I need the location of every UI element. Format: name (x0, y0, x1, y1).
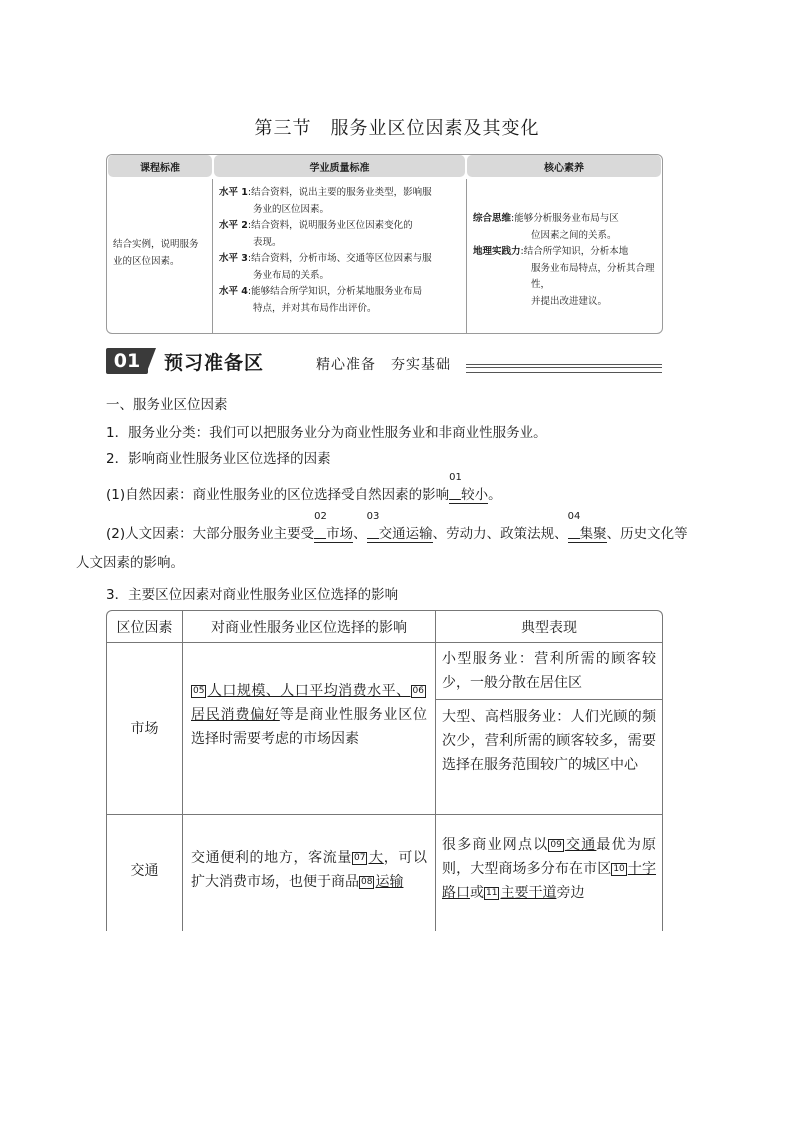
location-factors-table (106, 610, 663, 931)
item-3: 3．主要区位因素对商业性服务业区位选择的影响 (106, 587, 399, 603)
header-core-literacy: 核心素养 (467, 155, 661, 177)
market-influence: 05 人口规模、人口平均消费水平、 06居民消费偏好等是商业性服务业区位选择时需要考虑的市场因素 (191, 683, 428, 747)
literacy-synthesis: 综合思维:能够分析服务业布局与区 位因素之间的关系。 (473, 213, 619, 241)
section-heading: 一、服务业区位因素 (106, 397, 228, 413)
banner-lines (466, 364, 662, 373)
header-course-standard: 课程标准 (108, 155, 212, 177)
market-small-service: 小型服务业：营利所需的顾客较少，一般分散在居住区 (442, 651, 656, 691)
quality-level-3: 水平 3:结合资料，分析市场、交通等区位因素与服 务业布局的关系。 (219, 253, 432, 281)
market-large-service: 大型、高档服务业：人们光顾的频次少，营利所需的顾客较多，需要选择在服务范围较广的城区中心 (442, 709, 656, 773)
banner-slash-decoration (146, 348, 156, 374)
core-literacy (473, 211, 659, 333)
quality-level-4: 水平 4:能够结合所学知识，分析某地服务业布局 特点，并对其布局作出评价。 (219, 286, 423, 314)
human-factor-cont: 人文因素的影响。 (76, 555, 184, 571)
answer-02: 02 市场 (314, 511, 354, 542)
transport-performance: 很多商业网点以 09 交通最优为原则，大型商场多分布在市区 10 十字路口或 11 主要干道旁边 (442, 837, 657, 901)
answer-03: 03 交通运输 (366, 511, 433, 542)
page-title: 第三节 服务业区位因素及其变化 (254, 118, 540, 139)
human-factor: (2)人文因素：大部分服务业主要受 02 市场、 03 交通运输、劳动力、政策法规、 04 集聚、历史文化等 (106, 511, 688, 542)
factor-transport: 交通 (130, 863, 159, 879)
banner-title: 预习准备区 (164, 352, 265, 374)
answer-04: 04 集聚 (567, 511, 607, 542)
banner-subtitle: 精心准备 夯实基础 (316, 357, 451, 373)
col-header-influence: 对商业性服务业区位选择的影响 (211, 619, 407, 636)
factor-market: 市场 (130, 721, 159, 737)
quality-levels (219, 185, 463, 333)
section-banner (106, 346, 662, 380)
item-1: 1．服务业分类：我们可以把服务业分为商业性服务业和非商业性服务业。 (106, 425, 547, 441)
item-2: 2．影响商业性服务业区位选择的因素 (106, 451, 331, 467)
natural-factor: (1)自然因素：商业性服务业的区位选择受自然因素的影响 01 较小。 (106, 472, 502, 503)
course-standard-text: 结合实例，说明服务 业的区位因素。 (113, 239, 199, 267)
quality-level-1: 水平 1:结合资料，说出主要的服务业类型，影响服 务业的区位因素。 (219, 187, 432, 215)
col-header-performance: 典型表现 (521, 619, 577, 636)
banner-number: 01 (106, 348, 148, 374)
header-quality-standard: 学业质量标准 (214, 155, 465, 177)
transport-influence: 交通便利的地方，客流量 07 大，可以扩大消费市场，也便于商品 08 运输 (191, 850, 428, 890)
answer-01: 01 较小 (449, 472, 489, 503)
standards-table (106, 154, 663, 334)
col-header-factor: 区位因素 (116, 619, 173, 636)
quality-level-2: 水平 2:结合资料，说明服务业区位因素变化的 表现。 (219, 220, 413, 248)
literacy-practice: 地理实践力:结合所学知识，分析本地 服务业布局特点，分析其合理性， 并提出改进建议。 (473, 246, 655, 307)
